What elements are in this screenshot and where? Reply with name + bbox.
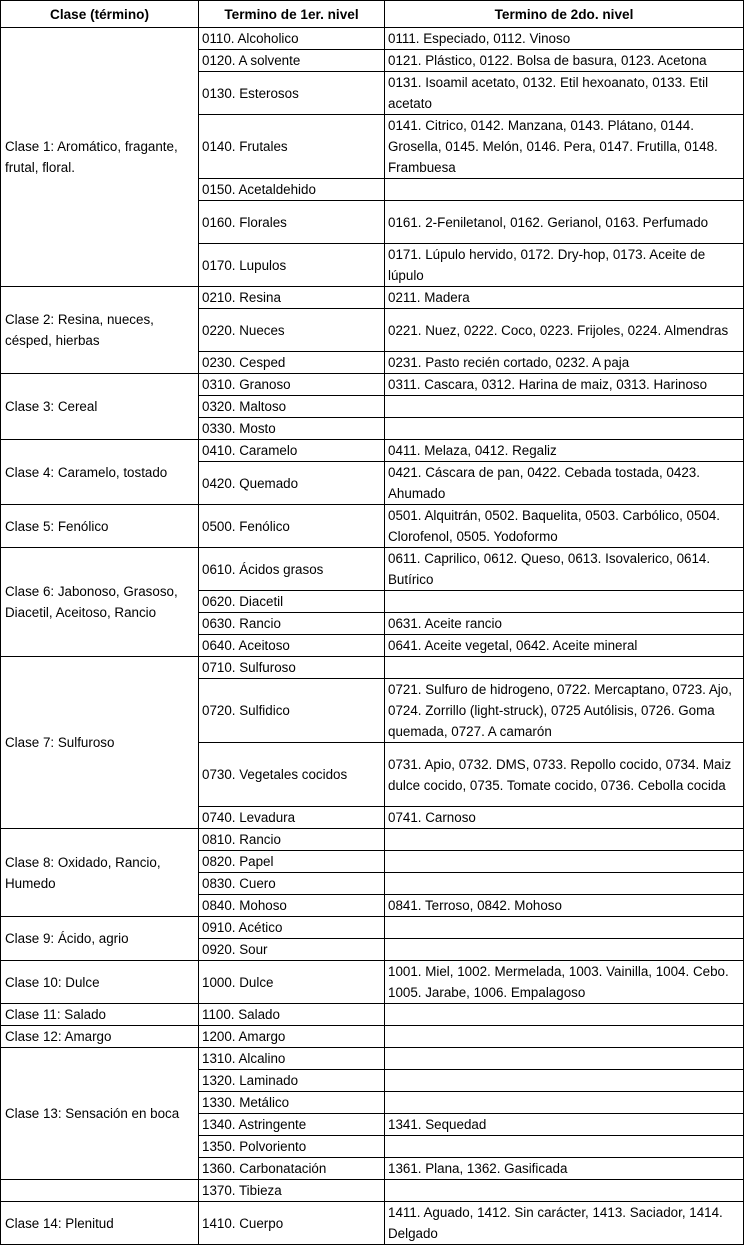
second-level-terms-cell	[385, 179, 744, 201]
second-level-terms-cell: 0121. Plástico, 0122. Bolsa de basura, 0123. Acetona	[385, 50, 744, 72]
first-level-term-cell: 0500. Fenólico	[199, 505, 385, 548]
header-first-level: Termino de 1er. nivel	[199, 1, 385, 28]
table-row	[1, 1202, 744, 1245]
table-row	[1, 1004, 744, 1026]
first-level-term-cell: 0920. Sour	[199, 939, 385, 961]
table-row	[1, 1026, 744, 1048]
header-second-level: Termino de 2do. nivel	[385, 1, 744, 28]
first-level-term-cell: 1410. Cuerpo	[199, 1202, 385, 1245]
first-level-term-cell: 0720. Sulfidico	[199, 679, 385, 743]
second-level-terms-cell: 0421. Cáscara de pan, 0422. Cebada tostada, 0423. Ahumado	[385, 462, 744, 505]
first-level-term-cell: 1200. Amargo	[199, 1026, 385, 1048]
first-level-term-cell: 0160. Florales	[199, 201, 385, 244]
class-name-cell: Clase 7: Sulfuroso	[1, 657, 199, 829]
second-level-terms-cell: 1341. Sequedad	[385, 1114, 744, 1136]
first-level-term-cell: 0210. Resina	[199, 287, 385, 309]
second-level-terms-cell: 0161. 2-Feniletanol, 0162. Gerianol, 0163. Perfumado	[385, 201, 744, 244]
second-level-terms-cell	[385, 851, 744, 873]
table-row	[1, 548, 744, 591]
class-name-cell: Clase 10: Dulce	[1, 961, 199, 1004]
second-level-terms-cell: 0171. Lúpulo hervido, 0172. Dry-hop, 0173. Aceite de lúpulo	[385, 244, 744, 287]
table-body	[1, 28, 744, 1245]
first-level-term-cell: 0810. Rancio	[199, 829, 385, 851]
class-name-cell: Clase 14: Plenitud	[1, 1202, 199, 1245]
table-row	[1, 374, 744, 396]
second-level-terms-cell: 0111. Especiado, 0112. Vinoso	[385, 28, 744, 50]
second-level-terms-cell: 0311. Cascara, 0312. Harina de maiz, 0313. Harinoso	[385, 374, 744, 396]
second-level-terms-cell	[385, 1092, 744, 1114]
first-level-term-cell: 0130. Esterosos	[199, 72, 385, 115]
first-level-term-cell: 0640. Aceitoso	[199, 635, 385, 657]
second-level-terms-cell: 0231. Pasto recién cortado, 0232. A paja	[385, 352, 744, 374]
first-level-term-cell: 0740. Levadura	[199, 807, 385, 829]
class-name-cell: Clase 3: Cereal	[1, 374, 199, 440]
class-name-cell: Clase 12: Amargo	[1, 1026, 199, 1048]
first-level-term-cell: 0330. Mosto	[199, 418, 385, 440]
second-level-terms-cell	[385, 1136, 744, 1158]
first-level-term-cell: 1100. Salado	[199, 1004, 385, 1026]
second-level-terms-cell: 0731. Apio, 0732. DMS, 0733. Repollo cocido, 0734. Maiz dulce cocido, 0735. Tomate cocido, 0736. Cebolla cocida	[385, 743, 744, 807]
second-level-terms-cell: 0411. Melaza, 0412. Regaliz	[385, 440, 744, 462]
second-level-terms-cell: 1361. Plana, 1362. Gasificada	[385, 1158, 744, 1180]
first-level-term-cell: 1360. Carbonatación	[199, 1158, 385, 1180]
first-level-term-cell: 0120. A solvente	[199, 50, 385, 72]
first-level-term-cell: 1000. Dulce	[199, 961, 385, 1004]
second-level-terms-cell: 0721. Sulfuro de hidrogeno, 0722. Mercaptano, 0723. Ajo, 0724. Zorrillo (light-struck), 0725 Autólisis, 0726. Goma quemada, 0727. A camarón	[385, 679, 744, 743]
class-name-cell	[1, 1180, 199, 1202]
second-level-terms-cell: 0631. Aceite rancio	[385, 613, 744, 635]
second-level-terms-cell: 0221. Nuez, 0222. Coco, 0223. Frijoles, 0224. Almendras	[385, 309, 744, 352]
first-level-term-cell: 0630. Rancio	[199, 613, 385, 635]
table-header-row	[1, 1, 744, 28]
second-level-terms-cell	[385, 396, 744, 418]
table-row	[1, 1048, 744, 1070]
second-level-terms-cell: 0611. Caprilico, 0612. Queso, 0613. Isovalerico, 0614. Butírico	[385, 548, 744, 591]
second-level-terms-cell: 0131. Isoamil acetato, 0132. Etil hexoanato, 0133. Etil acetato	[385, 72, 744, 115]
first-level-term-cell: 0830. Cuero	[199, 873, 385, 895]
first-level-term-cell: 0220. Nueces	[199, 309, 385, 352]
first-level-term-cell: 0310. Granoso	[199, 374, 385, 396]
second-level-terms-cell	[385, 917, 744, 939]
second-level-terms-cell	[385, 591, 744, 613]
class-name-cell: Clase 9: Ácido, agrio	[1, 917, 199, 961]
second-level-terms-cell	[385, 1180, 744, 1202]
second-level-terms-cell: 0141. Citrico, 0142. Manzana, 0143. Plátano, 0144. Grosella, 0145. Melón, 0146. Pera, 0147. Frutilla, 0148. Frambuesa	[385, 115, 744, 179]
table-row	[1, 440, 744, 462]
second-level-terms-cell	[385, 657, 744, 679]
class-name-cell: Clase 6: Jabonoso, Grasoso, Diacetil, Aceitoso, Rancio	[1, 548, 199, 657]
first-level-term-cell: 0230. Cesped	[199, 352, 385, 374]
first-level-term-cell: 0170. Lupulos	[199, 244, 385, 287]
class-name-cell: Clase 8: Oxidado, Rancio, Humedo	[1, 829, 199, 917]
first-level-term-cell: 0710. Sulfuroso	[199, 657, 385, 679]
table-row	[1, 1180, 744, 1202]
first-level-term-cell: 0730. Vegetales cocidos	[199, 743, 385, 807]
first-level-term-cell: 1320. Laminado	[199, 1070, 385, 1092]
second-level-terms-cell: 0501. Alquitrán, 0502. Baquelita, 0503. Carbólico, 0504. Clorofenol, 0505. Yodoformo	[385, 505, 744, 548]
table-row	[1, 28, 744, 50]
first-level-term-cell: 0820. Papel	[199, 851, 385, 873]
first-level-term-cell: 0910. Acético	[199, 917, 385, 939]
second-level-terms-cell	[385, 939, 744, 961]
first-level-term-cell: 1340. Astringente	[199, 1114, 385, 1136]
first-level-term-cell: 0420. Quemado	[199, 462, 385, 505]
class-name-cell: Clase 4: Caramelo, tostado	[1, 440, 199, 505]
second-level-terms-cell: 1411. Aguado, 1412. Sin carácter, 1413. Saciador, 1414. Delgado	[385, 1202, 744, 1245]
first-level-term-cell: 1330. Metálico	[199, 1092, 385, 1114]
header-class: Clase (término)	[1, 1, 199, 28]
first-level-term-cell: 0320. Maltoso	[199, 396, 385, 418]
class-name-cell: Clase 11: Salado	[1, 1004, 199, 1026]
second-level-terms-cell	[385, 829, 744, 851]
class-name-cell: Clase 13: Sensación en boca	[1, 1048, 199, 1180]
second-level-terms-cell: 0841. Terroso, 0842. Mohoso	[385, 895, 744, 917]
first-level-term-cell: 0150. Acetaldehido	[199, 179, 385, 201]
second-level-terms-cell	[385, 1004, 744, 1026]
class-name-cell: Clase 1: Aromático, fragante, frutal, floral.	[1, 28, 199, 287]
second-level-terms-cell	[385, 1070, 744, 1092]
first-level-term-cell: 1370. Tibieza	[199, 1180, 385, 1202]
first-level-term-cell: 0610. Ácidos grasos	[199, 548, 385, 591]
table-row	[1, 829, 744, 851]
second-level-terms-cell	[385, 1026, 744, 1048]
first-level-term-cell: 0410. Caramelo	[199, 440, 385, 462]
second-level-terms-cell	[385, 418, 744, 440]
first-level-term-cell: 1310. Alcalino	[199, 1048, 385, 1070]
table-row	[1, 287, 744, 309]
first-level-term-cell: 0140. Frutales	[199, 115, 385, 179]
second-level-terms-cell: 0741. Carnoso	[385, 807, 744, 829]
second-level-terms-cell	[385, 873, 744, 895]
table-row	[1, 505, 744, 548]
class-name-cell: Clase 5: Fenólico	[1, 505, 199, 548]
second-level-terms-cell: 1001. Miel, 1002. Mermelada, 1003. Vainilla, 1004. Cebo. 1005. Jarabe, 1006. Empalagoso	[385, 961, 744, 1004]
second-level-terms-cell: 0641. Aceite vegetal, 0642. Aceite mineral	[385, 635, 744, 657]
second-level-terms-cell: 0211. Madera	[385, 287, 744, 309]
table-row	[1, 961, 744, 1004]
first-level-term-cell: 0840. Mohoso	[199, 895, 385, 917]
first-level-term-cell: 0110. Alcoholico	[199, 28, 385, 50]
first-level-term-cell: 0620. Diacetil	[199, 591, 385, 613]
class-name-cell: Clase 2: Resina, nueces, césped, hierbas	[1, 287, 199, 374]
table-row	[1, 917, 744, 939]
second-level-terms-cell	[385, 1048, 744, 1070]
table-row	[1, 657, 744, 679]
first-level-term-cell: 1350. Polvoriento	[199, 1136, 385, 1158]
